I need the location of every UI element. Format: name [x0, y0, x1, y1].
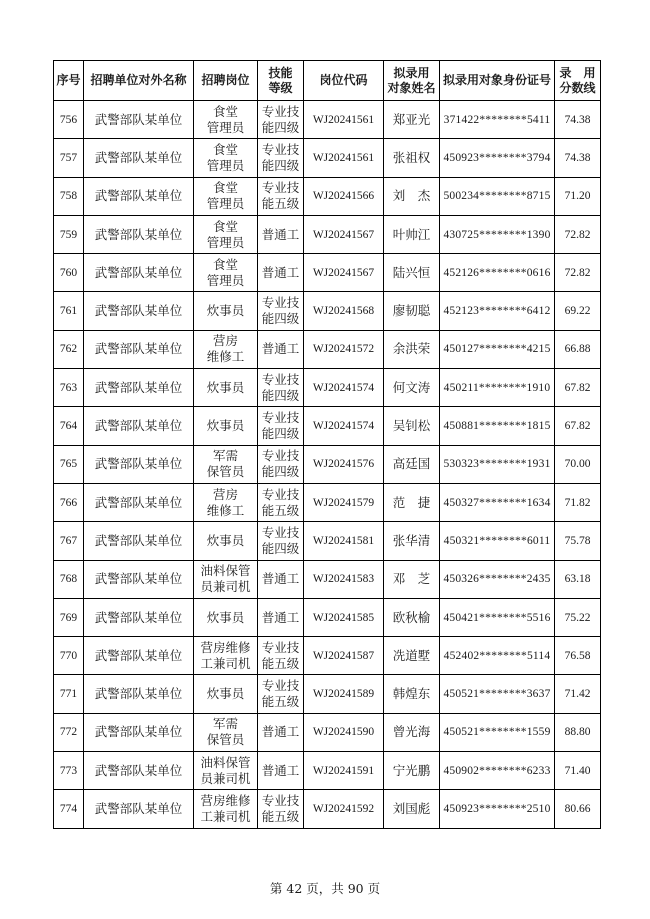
cell-id-number: 450521********3637	[440, 675, 555, 713]
cell-serial-number: 764	[54, 407, 84, 445]
cell-post-code: WJ20241590	[304, 713, 384, 751]
cell-serial-number: 774	[54, 790, 84, 828]
cell-unit-name: 武警部队某单位	[84, 790, 194, 828]
cell-candidate-name: 吴钊松	[384, 407, 440, 445]
cell-post-code: WJ20241572	[304, 330, 384, 368]
cell-serial-number: 768	[54, 560, 84, 598]
cell-unit-name: 武警部队某单位	[84, 752, 194, 790]
cell-candidate-name: 欧秋榆	[384, 598, 440, 636]
cell-post-code: WJ20241567	[304, 254, 384, 292]
cell-post-code: WJ20241574	[304, 369, 384, 407]
cell-unit-name: 武警部队某单位	[84, 369, 194, 407]
cell-score: 75.22	[555, 598, 601, 636]
cell-post: 食堂 管理员	[194, 101, 258, 139]
cell-unit-name: 武警部队某单位	[84, 139, 194, 177]
table-row	[54, 369, 601, 407]
table-row	[54, 445, 601, 483]
cell-id-number: 452123********6412	[440, 292, 555, 330]
cell-id-number: 450327********1634	[440, 483, 555, 521]
cell-id-number: 450326********2435	[440, 560, 555, 598]
cell-score: 70.00	[555, 445, 601, 483]
cell-score: 71.40	[555, 752, 601, 790]
cell-candidate-name: 张华清	[384, 522, 440, 560]
cell-serial-number: 758	[54, 177, 84, 215]
cell-score: 75.78	[555, 522, 601, 560]
cell-candidate-name: 范 捷	[384, 483, 440, 521]
cell-post: 营房维修 工兼司机	[194, 637, 258, 675]
cell-candidate-name: 叶帅江	[384, 215, 440, 253]
cell-id-number: 452126********0616	[440, 254, 555, 292]
cell-post-code: WJ20241566	[304, 177, 384, 215]
cell-skill-level: 专业技 能五级	[258, 637, 304, 675]
header-unit-name: 招聘单位对外名称	[84, 61, 194, 101]
cell-skill-level: 普通工	[258, 215, 304, 253]
cell-post: 炊事员	[194, 407, 258, 445]
cell-post-code: WJ20241585	[304, 598, 384, 636]
cell-skill-level: 普通工	[258, 752, 304, 790]
cell-unit-name: 武警部队某单位	[84, 254, 194, 292]
cell-candidate-name: 张祖权	[384, 139, 440, 177]
cell-serial-number: 772	[54, 713, 84, 751]
cell-post-code: WJ20241591	[304, 752, 384, 790]
cell-id-number: 450923********3794	[440, 139, 555, 177]
cell-id-number: 450321********6011	[440, 522, 555, 560]
cell-id-number: 530323********1931	[440, 445, 555, 483]
cell-id-number: 450211********1910	[440, 369, 555, 407]
cell-post-code: WJ20241581	[304, 522, 384, 560]
cell-unit-name: 武警部队某单位	[84, 598, 194, 636]
cell-unit-name: 武警部队某单位	[84, 522, 194, 560]
cell-skill-level: 专业技 能四级	[258, 369, 304, 407]
table-row	[54, 254, 601, 292]
cell-score: 72.82	[555, 254, 601, 292]
cell-skill-level: 专业技 能四级	[258, 292, 304, 330]
cell-skill-level: 专业技 能四级	[258, 445, 304, 483]
cell-skill-level: 专业技 能五级	[258, 790, 304, 828]
cell-post: 食堂 管理员	[194, 254, 258, 292]
cell-score: 74.38	[555, 139, 601, 177]
cell-candidate-name: 韩煌东	[384, 675, 440, 713]
cell-id-number: 450881********1815	[440, 407, 555, 445]
cell-candidate-name: 余洪荣	[384, 330, 440, 368]
cell-score: 66.88	[555, 330, 601, 368]
cell-id-number: 450521********1559	[440, 713, 555, 751]
cell-id-number: 430725********1390	[440, 215, 555, 253]
table-row	[54, 407, 601, 445]
cell-unit-name: 武警部队某单位	[84, 407, 194, 445]
table-row	[54, 483, 601, 521]
cell-serial-number: 767	[54, 522, 84, 560]
cell-id-number: 450127********4215	[440, 330, 555, 368]
cell-score: 67.82	[555, 407, 601, 445]
cell-serial-number: 757	[54, 139, 84, 177]
header-post: 招聘岗位	[194, 61, 258, 101]
cell-post-code: WJ20241568	[304, 292, 384, 330]
cell-serial-number: 761	[54, 292, 84, 330]
table-row	[54, 522, 601, 560]
cell-candidate-name: 冼道墅	[384, 637, 440, 675]
cell-id-number: 452402********5114	[440, 637, 555, 675]
cell-post-code: WJ20241587	[304, 637, 384, 675]
cell-unit-name: 武警部队某单位	[84, 177, 194, 215]
cell-skill-level: 普通工	[258, 330, 304, 368]
cell-candidate-name: 何文涛	[384, 369, 440, 407]
cell-skill-level: 普通工	[258, 254, 304, 292]
header-post-code: 岗位代码	[304, 61, 384, 101]
cell-id-number: 371422********5411	[440, 101, 555, 139]
cell-serial-number: 759	[54, 215, 84, 253]
cell-unit-name: 武警部队某单位	[84, 483, 194, 521]
table-row	[54, 598, 601, 636]
cell-candidate-name: 郑亚光	[384, 101, 440, 139]
cell-unit-name: 武警部队某单位	[84, 560, 194, 598]
table-row	[54, 790, 601, 828]
cell-post: 油料保管 员兼司机	[194, 752, 258, 790]
cell-score: 71.42	[555, 675, 601, 713]
cell-serial-number: 765	[54, 445, 84, 483]
cell-post-code: WJ20241561	[304, 139, 384, 177]
cell-score: 63.18	[555, 560, 601, 598]
cell-skill-level: 专业技 能五级	[258, 675, 304, 713]
cell-serial-number: 756	[54, 101, 84, 139]
cell-post-code: WJ20241579	[304, 483, 384, 521]
cell-skill-level: 专业技 能五级	[258, 483, 304, 521]
cell-post: 炊事员	[194, 369, 258, 407]
cell-post: 油料保管 员兼司机	[194, 560, 258, 598]
cell-candidate-name: 曾光海	[384, 713, 440, 751]
cell-post: 炊事员	[194, 522, 258, 560]
table-row	[54, 139, 601, 177]
cell-score: 69.22	[555, 292, 601, 330]
recruitment-results-sheet	[53, 60, 600, 829]
cell-post-code: WJ20241576	[304, 445, 384, 483]
header-candidate-name: 拟录用 对象姓名	[384, 61, 440, 101]
cell-post: 炊事员	[194, 292, 258, 330]
cell-unit-name: 武警部队某单位	[84, 215, 194, 253]
cell-post-code: WJ20241567	[304, 215, 384, 253]
cell-skill-level: 专业技 能四级	[258, 522, 304, 560]
cell-candidate-name: 邓 芝	[384, 560, 440, 598]
header-id-number: 拟录用对象身份证号	[440, 61, 555, 101]
cell-post: 炊事员	[194, 598, 258, 636]
cell-unit-name: 武警部队某单位	[84, 675, 194, 713]
cell-candidate-name: 廖韧聪	[384, 292, 440, 330]
header-skill-level: 技能 等级	[258, 61, 304, 101]
cell-post: 营房 维修工	[194, 330, 258, 368]
cell-post-code: WJ20241583	[304, 560, 384, 598]
table-row	[54, 560, 601, 598]
cell-score: 71.20	[555, 177, 601, 215]
cell-serial-number: 766	[54, 483, 84, 521]
cell-post: 军需 保管员	[194, 713, 258, 751]
cell-post: 营房维修 工兼司机	[194, 790, 258, 828]
cell-unit-name: 武警部队某单位	[84, 713, 194, 751]
cell-serial-number: 769	[54, 598, 84, 636]
table-row	[54, 713, 601, 751]
cell-candidate-name: 刘 杰	[384, 177, 440, 215]
cell-skill-level: 专业技 能四级	[258, 407, 304, 445]
cell-unit-name: 武警部队某单位	[84, 330, 194, 368]
cell-post-code: WJ20241592	[304, 790, 384, 828]
cell-unit-name: 武警部队某单位	[84, 292, 194, 330]
header-serial-number: 序号	[54, 61, 84, 101]
cell-score: 76.58	[555, 637, 601, 675]
cell-post: 食堂 管理员	[194, 177, 258, 215]
table-body	[54, 101, 601, 829]
cell-skill-level: 普通工	[258, 713, 304, 751]
cell-unit-name: 武警部队某单位	[84, 637, 194, 675]
cell-post: 炊事员	[194, 675, 258, 713]
cell-id-number: 450421********5516	[440, 598, 555, 636]
cell-skill-level: 专业技 能四级	[258, 101, 304, 139]
cell-post: 食堂 管理员	[194, 139, 258, 177]
table-row	[54, 675, 601, 713]
cell-post-code: WJ20241561	[304, 101, 384, 139]
cell-id-number: 500234********8715	[440, 177, 555, 215]
cell-candidate-name: 陆兴恒	[384, 254, 440, 292]
cell-skill-level: 专业技 能五级	[258, 177, 304, 215]
table-row	[54, 637, 601, 675]
cell-serial-number: 771	[54, 675, 84, 713]
table-row	[54, 292, 601, 330]
cell-score: 72.82	[555, 215, 601, 253]
table-row	[54, 330, 601, 368]
cell-skill-level: 普通工	[258, 598, 304, 636]
cell-candidate-name: 宁光鹏	[384, 752, 440, 790]
cell-candidate-name: 高廷国	[384, 445, 440, 483]
cell-serial-number: 773	[54, 752, 84, 790]
cell-score: 71.82	[555, 483, 601, 521]
cell-post: 食堂 管理员	[194, 215, 258, 253]
cell-score: 80.66	[555, 790, 601, 828]
cell-id-number: 450923********2510	[440, 790, 555, 828]
table-row	[54, 101, 601, 139]
cell-score: 74.38	[555, 101, 601, 139]
recruitment-results-table	[53, 60, 601, 829]
cell-skill-level: 专业技 能四级	[258, 139, 304, 177]
cell-score: 67.82	[555, 369, 601, 407]
cell-unit-name: 武警部队某单位	[84, 445, 194, 483]
cell-serial-number: 763	[54, 369, 84, 407]
table-header-row	[54, 61, 601, 101]
page-footer: 第 42 页，共 90 页	[269, 881, 381, 896]
cell-post-code: WJ20241574	[304, 407, 384, 445]
cell-id-number: 450902********6233	[440, 752, 555, 790]
cell-skill-level: 普通工	[258, 560, 304, 598]
cell-candidate-name: 刘国彪	[384, 790, 440, 828]
cell-post-code: WJ20241589	[304, 675, 384, 713]
cell-serial-number: 760	[54, 254, 84, 292]
header-score-line: 录 用 分数线	[555, 61, 601, 101]
table-row	[54, 177, 601, 215]
cell-post: 军需 保管员	[194, 445, 258, 483]
table-row	[54, 215, 601, 253]
cell-serial-number: 762	[54, 330, 84, 368]
cell-score: 88.80	[555, 713, 601, 751]
table-row	[54, 752, 601, 790]
cell-serial-number: 770	[54, 637, 84, 675]
cell-post: 营房 维修工	[194, 483, 258, 521]
cell-unit-name: 武警部队某单位	[84, 101, 194, 139]
